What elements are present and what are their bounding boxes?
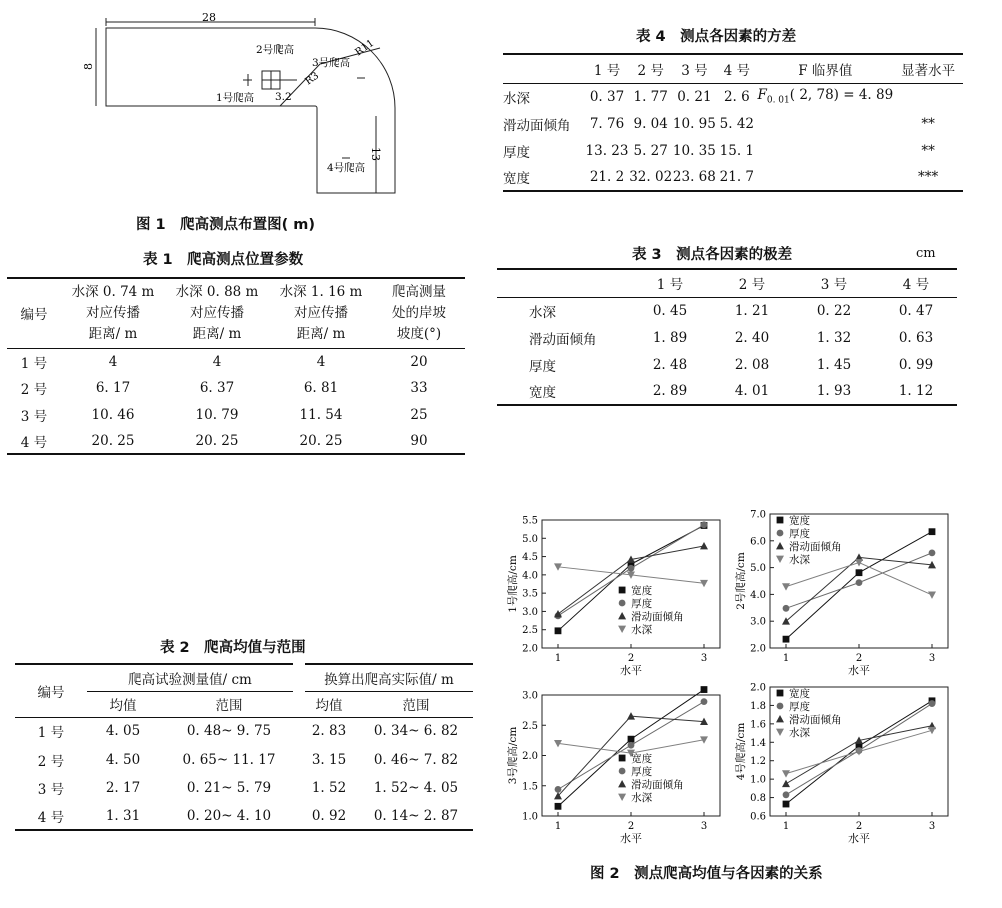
- table1-cell: 25: [410, 406, 428, 423]
- table2-cell: 4 号: [37, 809, 65, 826]
- table3-cell: 宽度: [529, 385, 556, 401]
- fig2-chart-3: [500, 683, 730, 848]
- table2-cell: 0. 48~ 9. 75: [186, 723, 272, 740]
- data-point: [783, 791, 790, 798]
- table3-cell: 2. 40: [734, 329, 770, 346]
- data-point: [555, 786, 562, 793]
- y-tick-label: 4.0: [750, 589, 766, 601]
- legend-label: 水深: [631, 792, 653, 804]
- y-tick-label: 1.5: [522, 781, 538, 793]
- x-axis-label: 水平: [620, 664, 642, 677]
- table1-cell: 4: [316, 353, 326, 370]
- table1-cell: 4: [108, 353, 118, 370]
- table4-cell: 1. 77: [633, 88, 668, 105]
- table3-header-cell: 1 号: [656, 277, 684, 294]
- table3-cell: 水深: [529, 304, 556, 321]
- data-point: [628, 742, 635, 749]
- table4-cell: 21. 7: [719, 169, 755, 185]
- table2-cell: 1. 52: [311, 780, 347, 796]
- x-tick-label: 3: [928, 821, 936, 832]
- table3: [497, 268, 957, 406]
- table1-header-cell: 水深 1. 16 m 对应传播 距离/ m: [279, 283, 363, 342]
- table-row: [497, 378, 957, 405]
- table3-header-cell: [497, 269, 629, 297]
- data-point: [856, 569, 863, 576]
- data-point: [700, 542, 708, 549]
- table4-header-cell: 2 号: [637, 62, 664, 79]
- table3-cell: 2. 89: [652, 383, 688, 399]
- table4-cell: 9. 04: [633, 115, 668, 132]
- table2-cell: 4. 50: [105, 751, 141, 768]
- table2-subheader-cell: 范围: [402, 698, 430, 714]
- y-tick-label: 5.5: [522, 515, 538, 527]
- y-tick-label: 2.5: [522, 625, 538, 637]
- y-tick-label: 1.0: [750, 774, 766, 786]
- table-row: [15, 802, 473, 830]
- legend-label: 滑动面倾角: [631, 611, 684, 623]
- table4-cell: 7. 76: [589, 115, 625, 132]
- f-subscript: 0. 01: [766, 96, 790, 107]
- table4-cell: ***: [917, 169, 939, 185]
- legend-label: 厚度: [631, 766, 653, 778]
- table-row: [497, 297, 957, 324]
- table-row: [15, 717, 473, 745]
- fig2-chart-1: [500, 508, 730, 680]
- series-line: [786, 557, 932, 621]
- x-tick-label: 1: [554, 653, 562, 664]
- table3-cell: 4. 01: [734, 383, 770, 399]
- table2-cell: 0. 34~ 6. 82: [373, 723, 459, 740]
- table4-header-row: [503, 54, 963, 83]
- table3-cell: 1. 89: [652, 329, 688, 346]
- table3-cell: 0. 47: [898, 302, 934, 319]
- legend-label: 厚度: [789, 701, 810, 713]
- table-row: [503, 110, 963, 137]
- data-point: [627, 712, 635, 719]
- y-tick-label: 1.2: [750, 756, 766, 768]
- table3-caption: 表 3 测点各因素的极差: [632, 247, 793, 263]
- table2-cell: 2. 83: [311, 723, 347, 740]
- table1-header-cell: 水深 0. 88 m 对应传播 距离/ m: [175, 283, 259, 342]
- legend-marker: [619, 755, 626, 762]
- table2-header-id: 编号: [15, 664, 87, 717]
- legend-label: 宽度: [631, 753, 653, 765]
- table4-cell: [757, 110, 893, 137]
- table3-header-cell: 4 号: [902, 277, 930, 294]
- y-tick-label: 2.0: [522, 751, 538, 762]
- table2-cell: 0. 46~ 7. 82: [373, 751, 459, 768]
- table1-header-cell: 爬高测量 处的岸坡 坡度(°): [392, 283, 446, 342]
- y-tick-label: 3.0: [522, 606, 538, 618]
- table1-cell: 11. 54: [299, 406, 343, 423]
- table-row: [497, 324, 957, 351]
- y-tick-label: 0.8: [750, 793, 766, 805]
- table2-cell: 0. 65~ 11. 17: [182, 751, 276, 768]
- x-tick-label: 3: [700, 821, 708, 832]
- table-row: [503, 164, 963, 191]
- legend-marker: [777, 517, 784, 524]
- table3-cell: 1. 45: [816, 356, 852, 373]
- legend-label: 厚度: [631, 598, 653, 610]
- data-point: [929, 528, 936, 535]
- x-tick-label: 2: [627, 653, 635, 664]
- table-row: [15, 745, 473, 774]
- table1-header-cell: 编号: [20, 307, 48, 324]
- table1-caption: 表 1 爬高测点位置参数: [143, 252, 304, 268]
- y-tick-label: 4.0: [522, 570, 538, 582]
- table4-cell: 滑动面倾角: [503, 117, 571, 134]
- table3-cell: 0. 63: [898, 329, 934, 346]
- data-point: [783, 636, 790, 643]
- table-row: [15, 774, 473, 802]
- y-tick-label: 1.6: [750, 719, 766, 731]
- data-point: [628, 736, 635, 743]
- table4-cell: 0. 21: [677, 88, 712, 105]
- legend-marker: [618, 794, 626, 801]
- table4-cell: **: [921, 142, 935, 159]
- table1-cell: 20: [410, 353, 428, 370]
- data-point: [701, 686, 708, 693]
- x-axis-label: 水平: [848, 832, 870, 845]
- table2-cell: 4. 05: [105, 723, 141, 740]
- fig2-chart-4: [728, 675, 958, 848]
- table4-header-cell: 显著水平: [901, 62, 956, 79]
- table4-header-cell: [503, 54, 585, 83]
- table4-cell: 10. 95: [672, 115, 716, 132]
- table4-caption: 表 4 测点各因素的方差: [636, 29, 797, 45]
- y-tick-label: 4.5: [522, 552, 538, 564]
- y-tick-label: 2.0: [522, 643, 538, 655]
- table4-cell: 水深: [503, 90, 530, 107]
- table3-cell: 1. 93: [816, 383, 852, 399]
- table4-cell: 5. 27: [633, 142, 668, 159]
- legend-label: 水深: [631, 624, 653, 636]
- y-axis-label: 1号爬高/cm: [507, 555, 519, 613]
- data-point: [701, 521, 708, 528]
- x-tick-label: 3: [700, 653, 708, 664]
- table1-cell: 4: [212, 353, 222, 370]
- data-point: [555, 803, 562, 810]
- x-tick-label: 3: [928, 653, 936, 664]
- table3-cell: 1. 21: [734, 302, 770, 319]
- table1-cell: 33: [410, 380, 428, 396]
- x-tick-label: 1: [782, 821, 790, 832]
- table1-cell: 6. 37: [199, 380, 235, 396]
- table2: [15, 663, 473, 831]
- y-tick-label: 3.0: [522, 690, 538, 702]
- fig1-dim-left: 8: [82, 63, 95, 70]
- y-axis-label: 2号爬高/cm: [735, 552, 747, 610]
- table3-cell: 0. 99: [898, 356, 934, 373]
- table2-cell: 3 号: [37, 782, 65, 798]
- data-point: [928, 592, 936, 599]
- table1-cell: 6. 81: [303, 380, 339, 396]
- table2-cell: 2. 17: [105, 780, 141, 796]
- table2-header-group2: 换算出爬高实际值/ m: [299, 664, 473, 691]
- y-tick-label: 7.0: [750, 509, 766, 521]
- table-row: [497, 351, 957, 378]
- fig1-caption: 图 1 爬高测点布置图( m): [136, 217, 316, 233]
- table2-cell: 1. 52~ 4. 05: [373, 780, 459, 796]
- table4-cell: 15. 1: [719, 142, 755, 159]
- data-point: [628, 565, 635, 572]
- table4-cell: 5. 42: [719, 115, 755, 132]
- data-point: [701, 698, 708, 705]
- y-tick-label: 5.0: [750, 563, 766, 575]
- fig1-dim-top: 28: [202, 11, 216, 24]
- table2-cell: 0. 92: [311, 807, 347, 824]
- table4-cell: 厚度: [503, 144, 530, 161]
- table2-header-row: [15, 664, 473, 691]
- legend-label: 滑动面倾角: [631, 779, 684, 791]
- x-tick-label: 2: [855, 821, 863, 832]
- table1-cell: 20. 25: [91, 432, 135, 449]
- legend-marker: [776, 715, 784, 722]
- table1-header-cell: 水深 0. 74 m 对应传播 距离/ m: [71, 283, 155, 342]
- table4-cell: [757, 164, 893, 191]
- table2-cell: 0. 14~ 2. 87: [373, 807, 459, 824]
- legend-marker: [776, 556, 784, 563]
- x-tick-label: 1: [782, 653, 790, 664]
- y-tick-label: 0.6: [750, 811, 766, 823]
- y-tick-label: 1.0: [522, 811, 538, 823]
- f-symbol: F: [757, 87, 767, 104]
- table1-cell: 1 号: [20, 355, 48, 372]
- table4-cell: 0. 37: [589, 88, 625, 105]
- legend-marker: [777, 703, 784, 710]
- table4-cell: 宽度: [503, 171, 530, 187]
- legend-marker: [619, 587, 626, 594]
- table3-header-cell: 2 号: [738, 277, 766, 294]
- table4-cell: 23. 68: [672, 169, 716, 185]
- table2-subheader-cell: 均值: [315, 698, 343, 714]
- table2-cell: 3. 15: [311, 751, 347, 768]
- table3-cell: 0. 45: [652, 302, 688, 319]
- table3-unit: cm: [916, 246, 936, 261]
- table4-header-cell: 1 号: [593, 62, 621, 79]
- table2-cell: 0. 20~ 4. 10: [186, 807, 272, 824]
- data-point: [929, 549, 936, 556]
- legend-label: 滑动面倾角: [789, 714, 842, 726]
- y-tick-label: 5.0: [522, 533, 538, 545]
- data-point: [783, 605, 790, 612]
- y-tick-label: 3.0: [750, 616, 766, 628]
- y-axis-label: 3号爬高/cm: [507, 726, 519, 785]
- table3-cell: 1. 12: [898, 383, 934, 399]
- table3-cell: 2. 08: [734, 356, 770, 373]
- table4-cell: 21. 2: [589, 169, 625, 185]
- y-tick-label: 1.8: [750, 700, 766, 712]
- table-row: [7, 428, 465, 454]
- table2-cell: 2 号: [37, 753, 65, 770]
- table-row: [7, 348, 465, 375]
- table1-cell: 20. 25: [299, 432, 343, 449]
- table1-cell: 3 号: [20, 408, 48, 425]
- legend-marker: [777, 530, 784, 537]
- y-tick-label: 1.4: [750, 737, 766, 749]
- fig2-chart-2: [728, 502, 958, 680]
- table4-cell: 32. 02: [629, 169, 673, 185]
- fig1-dim-right: 13: [369, 147, 382, 161]
- fig1-dim-r3: R3: [303, 70, 322, 88]
- fig1-point-3: 3号爬高: [312, 57, 351, 69]
- legend-marker: [618, 612, 626, 619]
- table4-cell: 2. 6: [723, 88, 750, 105]
- y-tick-label: 2.5: [522, 720, 538, 732]
- y-tick-label: 6.0: [750, 536, 766, 548]
- data-point: [856, 579, 863, 586]
- x-axis-label: 水平: [620, 832, 642, 845]
- data-point: [700, 580, 708, 587]
- fig1-dim-32: 3.2: [275, 91, 292, 103]
- table3-cell: 0. 22: [816, 302, 852, 319]
- table2-subheader-cell: 均值: [109, 698, 137, 714]
- table1-cell: 2 号: [20, 382, 48, 398]
- table-row: [503, 137, 963, 164]
- data-point: [855, 559, 863, 566]
- fig1-diagram: [80, 8, 410, 203]
- legend-label: 水深: [789, 727, 810, 739]
- table4-crit-cell: [757, 83, 893, 110]
- table2-cell: 0. 21~ 5. 79: [186, 780, 272, 796]
- data-point: [782, 770, 790, 777]
- fig2-caption: 图 2 测点爬高均值与各因素的关系: [590, 866, 823, 882]
- table2-subheader-cell: 范围: [215, 698, 243, 714]
- table3-cell: 厚度: [529, 358, 556, 375]
- table3-cell: 1. 32: [816, 329, 852, 346]
- data-point: [782, 583, 790, 590]
- x-tick-label: 2: [855, 653, 863, 664]
- legend-label: 滑动面倾角: [789, 541, 842, 553]
- y-tick-label: 2.0: [750, 682, 766, 694]
- table2-caption: 表 2 爬高均值与范围: [160, 640, 306, 656]
- data-point: [783, 801, 790, 808]
- table1-cell: 90: [410, 432, 428, 449]
- fig1-point-1: 1号爬高: [216, 92, 255, 104]
- legend-label: 水深: [789, 554, 810, 566]
- table4-header-cell: 3 号: [681, 62, 708, 79]
- legend-label: 宽度: [789, 688, 810, 700]
- table-row: [503, 83, 963, 110]
- table1: [7, 277, 465, 455]
- fig1-dim-r11: R11: [353, 37, 377, 59]
- table2-cell: 1. 31: [105, 807, 141, 824]
- table1-cell: 4 号: [20, 434, 48, 451]
- table4-cell: 10. 35: [672, 142, 716, 159]
- x-tick-label: 1: [554, 821, 562, 832]
- table1-cell: 6. 17: [95, 380, 131, 396]
- series-line: [786, 563, 932, 595]
- table4-cell: 13. 23: [585, 142, 629, 159]
- table4-cell: **: [921, 115, 935, 132]
- table-row: [7, 401, 465, 428]
- data-point: [555, 627, 562, 634]
- table4: [503, 53, 963, 192]
- y-tick-label: 3.5: [522, 588, 538, 600]
- fig1-point-4: 4号爬高: [327, 162, 366, 174]
- table2-cell: 1 号: [37, 725, 65, 742]
- legend-marker: [618, 780, 626, 787]
- data-point: [782, 780, 790, 787]
- table4-cell: [893, 83, 963, 110]
- legend-marker: [618, 626, 626, 633]
- table4-header-cell: 4 号: [723, 62, 751, 79]
- y-axis-label: 4号爬高/cm: [735, 722, 747, 781]
- table3-header-cell: 3 号: [820, 277, 848, 294]
- legend-marker: [776, 542, 784, 549]
- table4-cell: [757, 137, 893, 164]
- table3-cell: 2. 48: [652, 356, 688, 373]
- x-tick-label: 2: [627, 821, 635, 832]
- table2-header-group1: 爬高试验测量值/ cm: [87, 664, 299, 691]
- table1-header-row: [7, 278, 465, 348]
- legend-marker: [619, 768, 626, 775]
- legend-label: 厚度: [789, 528, 810, 540]
- table3-cell: 滑动面倾角: [529, 331, 597, 348]
- table1-cell: 10. 79: [195, 406, 239, 423]
- fig1-point-2: 2号爬高: [256, 44, 295, 56]
- table3-header-row: [497, 269, 957, 297]
- legend-label: 宽度: [631, 585, 653, 597]
- legend-label: 宽度: [789, 515, 810, 527]
- f-rest: ( 2, 78) = 4. 89: [789, 87, 894, 104]
- legend-marker: [619, 600, 626, 607]
- table-row: [7, 375, 465, 401]
- table4-header-cell: F 临界值: [798, 62, 853, 79]
- legend-marker: [777, 690, 784, 697]
- data-point: [929, 700, 936, 707]
- x-axis-label: 水平: [848, 664, 870, 677]
- legend-marker: [776, 729, 784, 736]
- y-tick-label: 2.0: [750, 643, 766, 655]
- table1-cell: 10. 46: [91, 406, 135, 423]
- table1-cell: 20. 25: [195, 432, 239, 449]
